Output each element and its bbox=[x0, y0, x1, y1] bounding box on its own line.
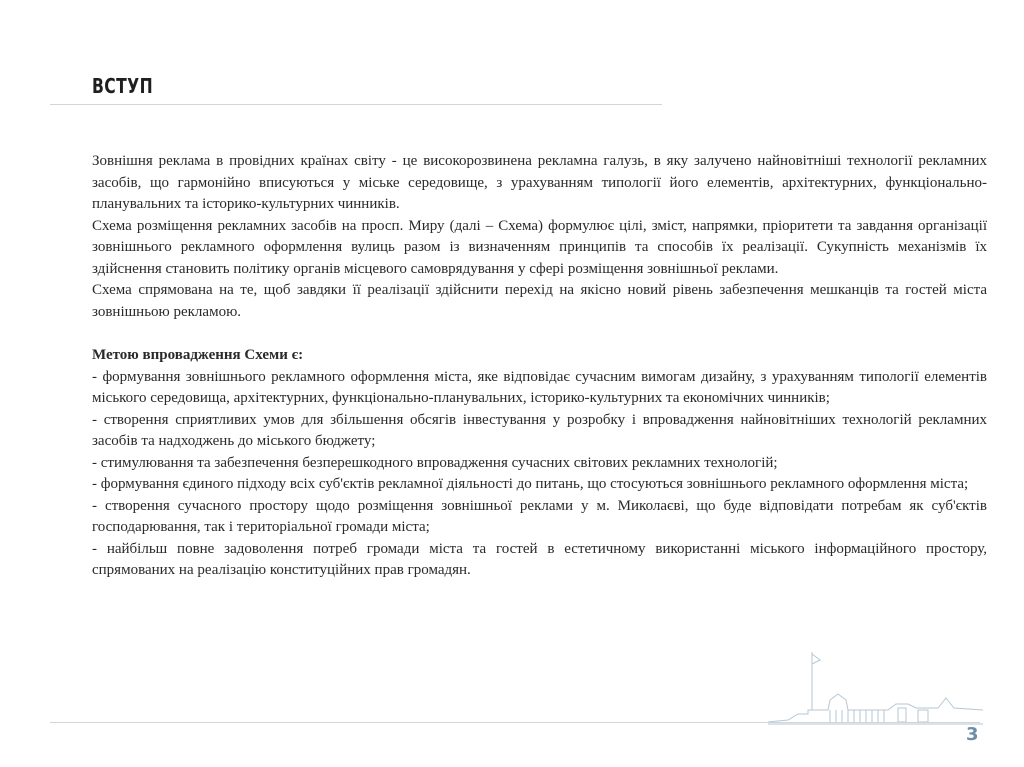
intro-paragraph-2: Схема розміщення рекламних засобів на просп. Миру (далі – Схема) формулює цілі, зміст, напрямки, пріоритети та завдання організації зовнішнього рекламного оформлення вулиць разом із визначенням принципів та способів їх реалізації. Сукупність механізмів їх здійснення становить політику органів місцевого самоврядування у сфері розміщення зовнішньої реклами. bbox=[92, 217, 987, 277]
goal-item-1: - формування зовнішнього рекламного оформлення міста, яке відповідає сучасним вимогам дизайну, з урахуванням типології елементів міського середовища, архітектурних, функціонально-планувальних, історико-культурних та економічних чинників; bbox=[92, 368, 987, 406]
slide-title: ВСТУП bbox=[92, 74, 154, 98]
goal-item-5: - створення сучасного простору щодо розміщення зовнішньої реклами у м. Миколаєві, що буде відповідати потребам як суб'єктів господарювання, так і територіальної громади міста; bbox=[92, 497, 987, 535]
goal-item-6: - найбільш повне задоволення потреб громади міста та гостей в естетичному використанні міського інформаційного простору, спрямованих на реалізацію конституційних прав громадян. bbox=[92, 540, 987, 578]
goal-item-4: - формування єдиного підходу всіх суб'єктів рекламної діяльності до питань, що стосуються зовнішнього рекламного оформлення міста; bbox=[92, 476, 969, 492]
intro-paragraph-3: Схема спрямована на те, щоб завдяки її реалізації здійснити перехід на якісно новий рівень забезпечення мешканців та гостей міста зовнішньою рекламою. bbox=[92, 282, 987, 320]
goals-heading: Метою впровадження Схеми є: bbox=[92, 347, 304, 363]
page-number: 3 bbox=[966, 724, 979, 745]
goal-item-3: - стимулювання та забезпечення безперешкодного впровадження сучасних світових рекламних технологій; bbox=[92, 454, 778, 471]
title-divider bbox=[50, 104, 662, 105]
goal-item-2: - створення сприятливих умов для збільшення обсягів інвестування у розробку і впровадження найновітніших технологій рекламних засобів та надходжень до міського бюджету; bbox=[92, 411, 987, 449]
footer-divider bbox=[50, 722, 980, 723]
cityscape-illustration bbox=[768, 650, 983, 730]
intro-paragraph-1: Зовнішня реклама в провідних країнах світу - це високорозвинена рекламна галузь, в яку залучено найновітніші технології рекламних засобів, що гармонійно вписуються у міське середовище, з урахуванням типології його елементів, архітектурних, функціонально-планувальних та історико-культурних чинників. bbox=[92, 153, 987, 212]
slide-body bbox=[92, 151, 987, 582]
